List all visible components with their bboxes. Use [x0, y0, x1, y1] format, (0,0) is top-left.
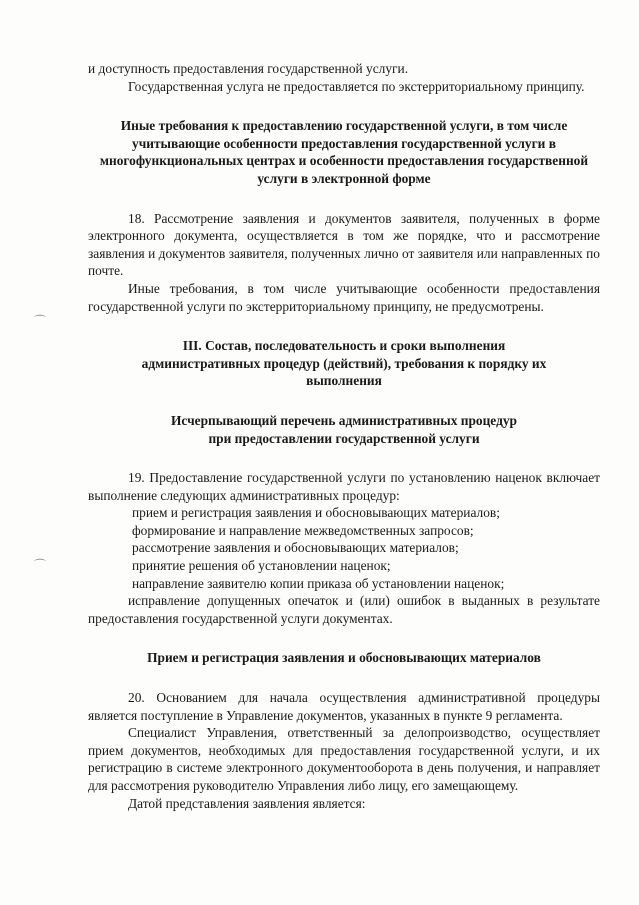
list-item: принятие решения об установлении наценок;: [132, 558, 391, 574]
list-item: формирование и направление межведомственных запросов;: [132, 522, 474, 538]
paragraph: 19. Предоставление государственной услуги по установлению наценок включает выполнение следующих административных процедур:: [88, 470, 600, 503]
list-item: прием и регистрация заявления и обосновывающих материалов;: [132, 505, 500, 521]
paragraph: и доступность предоставления государственной услуги.: [88, 61, 409, 76]
margin-mark: ⌒: [34, 558, 47, 572]
list-item: рассмотрение заявления и обосновывающих материалов;: [132, 540, 459, 556]
paragraph: Специалист Управления, ответственный за делопроизводство, осуществляет прием документов, необходимых для предоставления государственной услуги, и их регистрацию в системе электронного документооборота в день получения, и направляет для рассмотрения руководителю Управления либо лицу, его замещающему.: [88, 725, 600, 793]
paragraph: исправление допущенных опечаток и (или) ошибок в выданных в результате предоставления государственной услуги документах.: [88, 593, 600, 626]
chapter-heading: III. Состав, последовательность и сроки выполнения административных процедур (действий), требования к порядку их выполнения: [141, 338, 547, 389]
paragraph: 18. Рассмотрение заявления и документов заявителя, полученных в форме электронного документа, осуществляется в том же порядке, что и рассмотрение заявления и документов заявителя, полученных лично от заявителя или направленных по почте.: [88, 210, 600, 279]
section-heading: Прием и регистрация заявления и обосновывающих материалов: [147, 650, 541, 666]
section-heading: Исчерпывающий перечень административных процедур при предоставлении государственной услуги: [170, 412, 517, 446]
paragraph: Датой представления заявления является:: [128, 795, 366, 811]
list-item: направление заявителю копии приказа об установлении наценок;: [132, 575, 505, 591]
paragraph: Иные требования, в том числе учитывающие особенности предоставления государственной услуги по экстерриториальному принципу, не предусмотрены.: [88, 280, 600, 314]
document-page: [88, 60, 600, 812]
paragraph: Государственная услуга не предоставляется по экстерриториальному принципу.: [128, 78, 585, 94]
margin-mark: ⌒: [34, 314, 47, 328]
section-heading: Иные требования к предоставлению государственной услуги, в том числе учитывающие особенности предоставления государственной услуги в многофункциональных центрах и особенности предоставления государственной услуги в электронной форме: [99, 118, 589, 186]
paragraph: 20. Основанием для начала осуществления административной процедуры является поступление в Управление документов, указанных в пункте 9 регламента.: [88, 690, 600, 723]
